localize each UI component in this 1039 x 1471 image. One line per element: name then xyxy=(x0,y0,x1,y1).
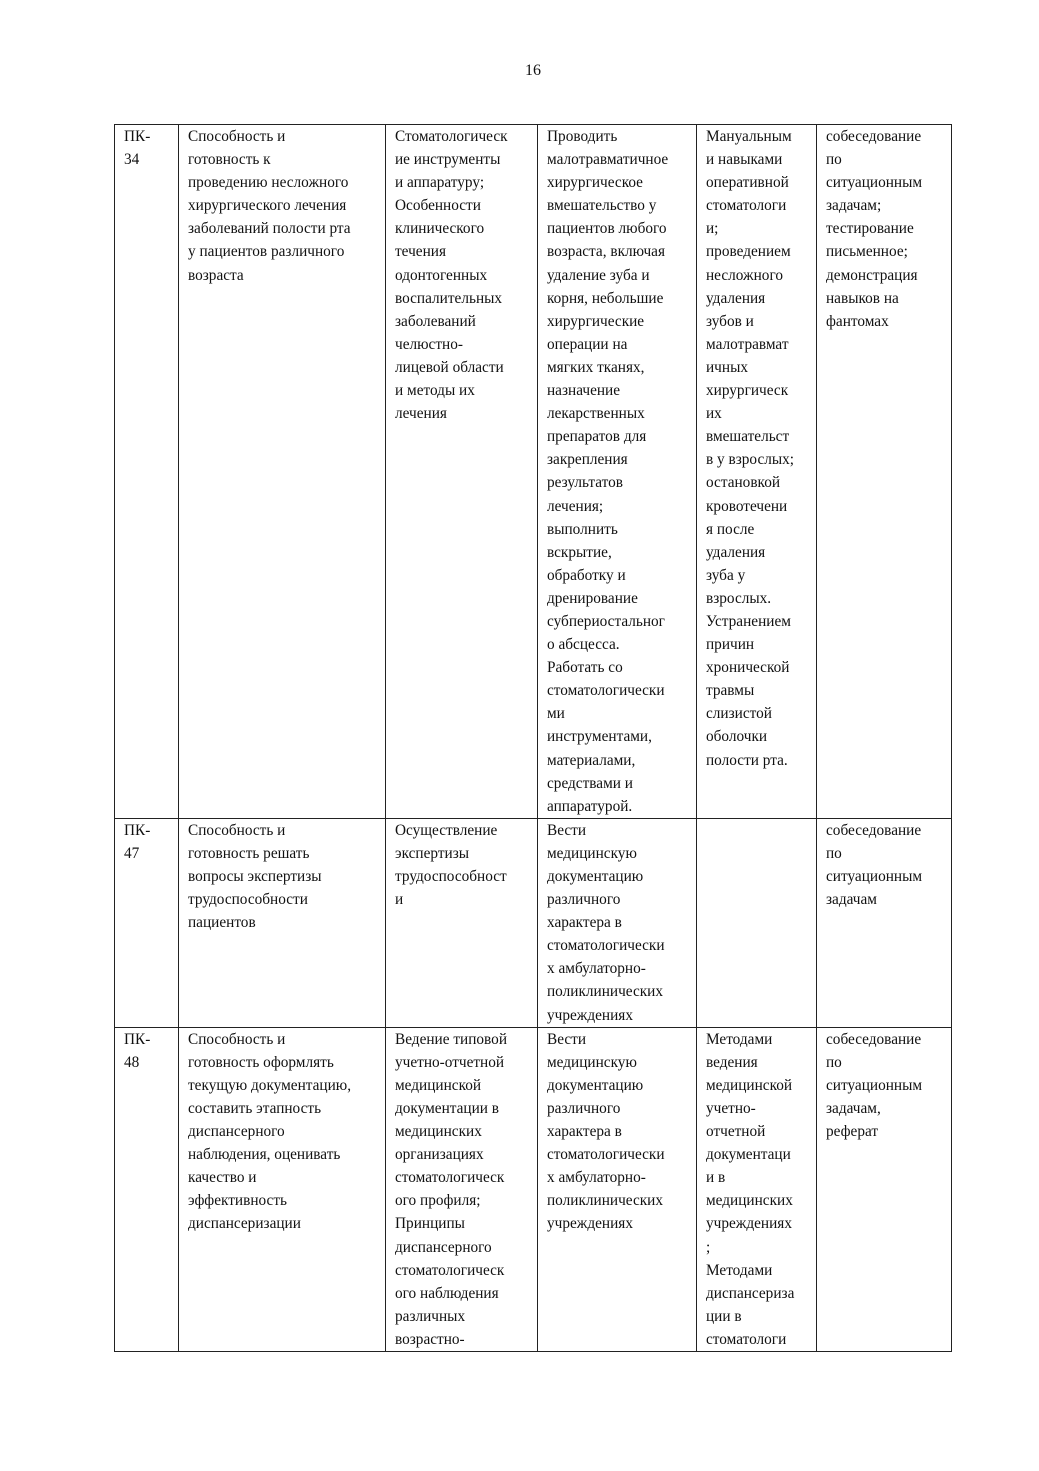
mastery-cell: Методами ведения медицинской учетно- отчетной документаци и в медицинских учреждениях ; Методами диспансериза ции в стоматологи xyxy=(697,1027,817,1351)
competency-code-cell: ПК- 34 xyxy=(115,125,179,819)
competency-code-cell: ПК- 48 xyxy=(115,1027,179,1351)
skills-cell: Проводить малотравматичное хирургическое вмешательство у пациентов любого возраста, включая удаление зуба и корня, небольшие хирургические операции на мягких тканях, назначение лекарственных препаратов для закрепления результатов лечения; выполнить вскрытие, обработку и дренирование субпериостальног о абсцесса. Работать со стоматологически ми инструментами, материалами, средствами и аппаратурой. xyxy=(538,125,697,819)
table-row xyxy=(115,125,952,819)
table-row xyxy=(115,818,952,1027)
knowledge-cell: Стоматологическ ие инструменты и аппаратуру; Особенности клинического течения одонтогенных воспалительных заболеваний челюстно- лицевой области и методы их лечения xyxy=(386,125,538,819)
competency-description-cell: Способность и готовность решать вопросы экспертизы трудоспособности пациентов xyxy=(179,818,386,1027)
assessment-cell: собеседование по ситуационным задачам, реферат xyxy=(817,1027,952,1351)
table-row xyxy=(115,1027,952,1351)
competency-code-cell: ПК- 47 xyxy=(115,818,179,1027)
skills-cell: Вести медицинскую документацию различного характера в стоматологически х амбулаторно- поликлинических учреждениях xyxy=(538,1027,697,1351)
knowledge-cell: Ведение типовой учетно-отчетной медицинской документации в медицинских организациях стоматологическ ого профиля; Принципы диспансерного стоматологическ ого наблюдения различных возрастно- xyxy=(386,1027,538,1351)
assessment-cell: собеседование по ситуационным задачам xyxy=(817,818,952,1027)
page-number: 16 xyxy=(525,62,541,79)
assessment-cell: собеседование по ситуационным задачам; тестирование письменное; демонстрация навыков на фантомах xyxy=(817,125,952,819)
mastery-cell xyxy=(697,818,817,1027)
competency-description-cell: Способность и готовность к проведению несложного хирургического лечения заболеваний полости рта у пациентов различного возраста xyxy=(179,125,386,819)
skills-cell: Вести медицинскую документацию различного характера в стоматологически х амбулаторно- поликлинических учреждениях xyxy=(538,818,697,1027)
mastery-cell: Мануальным и навыками оперативной стоматологи и; проведением несложного удаления зубов и малотравмат ичных хирургическ их вмешательст в у взрослых; остановкой кровотечени я после удаления зуба у взрослых. Устранением причин хронической травмы слизистой оболочки полости рта. xyxy=(697,125,817,819)
competency-table xyxy=(114,124,952,1352)
knowledge-cell: Осуществление экспертизы трудоспособност и xyxy=(386,818,538,1027)
competency-description-cell: Способность и готовность оформлять текущую документацию, составить этапность диспансерного наблюдения, оценивать качество и эффективность диспансеризации xyxy=(179,1027,386,1351)
